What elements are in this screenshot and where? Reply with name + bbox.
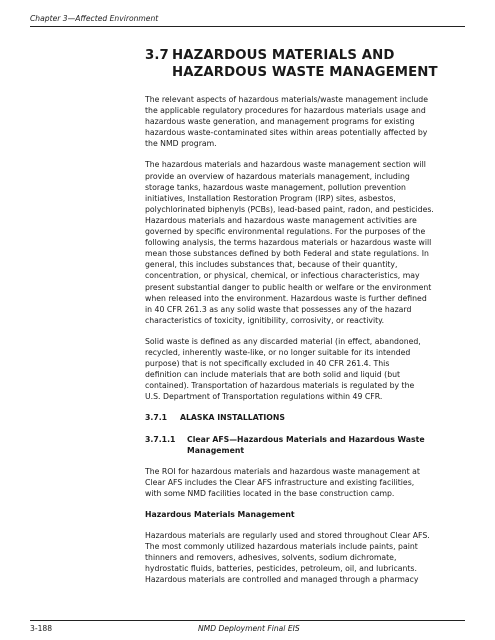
section-title-line: HAZARDOUS MATERIALS AND — [172, 48, 395, 63]
text-line: mean those substances defined by both Federal and state regulations. In — [145, 249, 429, 259]
subsection-title: ALASKA INSTALLATIONS — [180, 413, 285, 423]
text-line: The most commonly utilized hazardous materials include paints, paint — [145, 542, 418, 552]
subsubsection-title-line: Clear AFS—Hazardous Materials and Hazardous Waste — [187, 434, 425, 444]
text-line: with some NMD facilities located in the base construction camp. — [145, 488, 395, 498]
overview-paragraph — [145, 159, 465, 325]
text-line: Hazardous materials are regularly used and stored throughout Clear AFS. — [145, 531, 430, 541]
text-line: Solid waste is defined as any discarded material (in effect, abandoned, — [145, 336, 421, 346]
text-line: the applicable regulatory procedures for hazardous materials usage and — [145, 106, 426, 116]
text-line: present substantial danger to public health or welfare or the environment — [145, 282, 432, 292]
text-line: definition can include materials that are both solid and liquid (but — [145, 370, 401, 380]
subsubsection-title-line: Management — [187, 445, 245, 455]
text-line: The relevant aspects of hazardous materials/waste management include — [145, 95, 428, 104]
text-line: Clear AFS includes the Clear AFS infrastructure and existing facilities, — [145, 477, 415, 487]
text-line: hazardous waste-contaminated sites within areas potentially affected by — [145, 128, 428, 138]
text-line: storage tanks, hazardous waste management, pollution prevention — [145, 182, 406, 192]
section-title-line: HAZARDOUS WASTE MANAGEMENT — [172, 64, 438, 80]
text-line: governed by specific environmental regulations. For the purposes of the — [145, 227, 426, 237]
text-line: U.S. Department of Transportation regulations within 49 CFR. — [145, 392, 383, 402]
header-divider — [30, 26, 465, 27]
document-title: NMD Deployment Final EIS — [198, 624, 300, 633]
solid-waste-paragraph — [145, 336, 465, 403]
text-line: The hazardous materials and hazardous waste management section will — [145, 160, 426, 170]
text-line: provide an overview of hazardous materials management, including — [145, 171, 410, 181]
text-line: contained). Transportation of hazardous materials is regulated by the — [145, 381, 415, 391]
section-title — [172, 48, 452, 81]
text-line: hydrostatic fluids, batteries, pesticides, petroleum, oil, and lubricants. — [145, 564, 417, 574]
text-line: hazardous waste generation, and management programs for existing — [145, 117, 415, 127]
subsubsection-number: 3.7.1.1 — [145, 434, 176, 444]
section-heading — [145, 48, 465, 81]
hazmat-paragraph — [145, 530, 465, 585]
hazmat-management-heading: Hazardous Materials Management — [145, 510, 295, 519]
text-line: Hazardous materials and hazardous waste management activities are — [145, 215, 417, 225]
text-line: thinners and removers, adhesives, solvents, sodium dichromate, — [145, 553, 397, 563]
intro-paragraph — [145, 94, 465, 149]
text-line: concentration, or physical, chemical, or infectious characteristics, may — [145, 271, 420, 281]
running-header: Chapter 3—Affected Environment — [30, 14, 159, 23]
text-line: in 40 CFR 261.3 as any solid waste that possesses any of the hazard — [145, 304, 412, 314]
text-line: The ROI for hazardous materials and hazardous waste management at — [145, 466, 420, 476]
text-line: general, this includes substances that, because of their quantity, — [145, 260, 398, 270]
text-line: Hazardous materials are controlled and managed through a pharmacy — [145, 575, 419, 585]
footer-divider — [30, 620, 465, 621]
text-line: the NMD program. — [145, 139, 217, 149]
text-line: initiatives, Installation Restoration Program (IRP) sites, asbestos, — [145, 193, 396, 203]
text-line: purpose) that is not specifically excluded in 40 CFR 261.4. This — [145, 359, 390, 369]
page-number: 3-188 — [30, 624, 53, 633]
page-body — [145, 48, 465, 586]
subsubsection-heading — [145, 434, 465, 456]
text-line: polychlorinated biphenyls (PCBs), lead-based paint, radon, and pesticides. — [145, 204, 434, 214]
subsubsection-title — [187, 434, 465, 456]
text-line: when released into the environment. Hazardous waste is further defined — [145, 293, 427, 303]
roi-paragraph — [145, 466, 465, 499]
text-line: recycled, inherently waste-like, or no longer suitable for its intended — [145, 347, 411, 357]
text-line: following analysis, the terms hazardous materials or hazardous waste will — [145, 238, 432, 248]
section-number: 3.7 — [145, 48, 169, 63]
subsection-number: 3.7.1 — [145, 413, 168, 423]
text-line: characteristics of toxicity, ignitibility, corrosivity, or reactivity. — [145, 315, 385, 325]
subsection-heading — [145, 412, 465, 423]
